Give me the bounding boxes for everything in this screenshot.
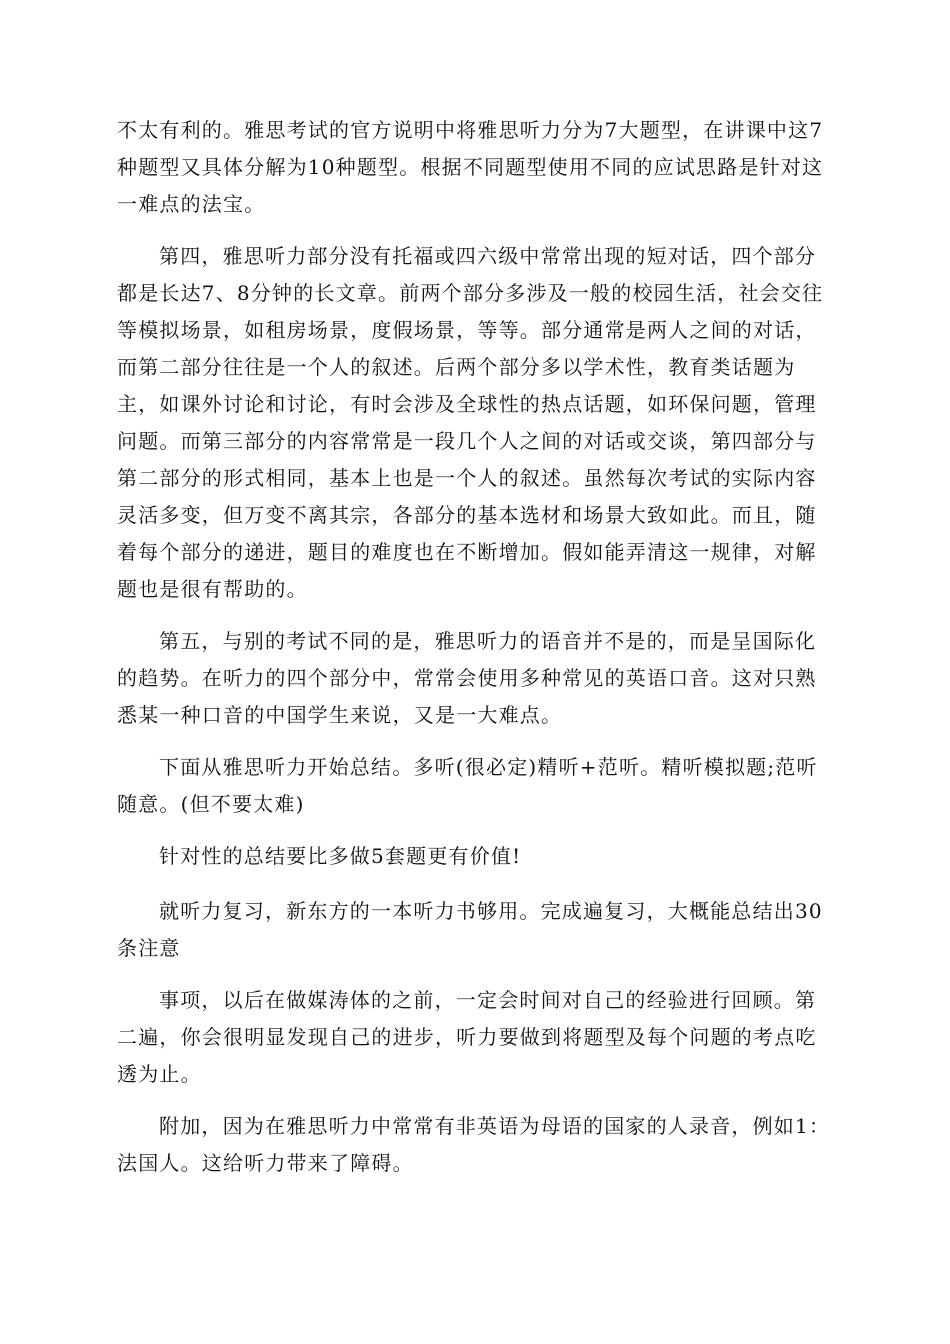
paragraph-summary-intro: 下面从雅思听力开始总结。多听(很必定)精听+范听。精听模拟题;范听随意。(但不要太难) bbox=[117, 755, 818, 816]
paragraph-addendum: 附加，因为在雅思听力中常常有非英语为母语的国家的人录音，例如1：法国人。这给听力带来了障碍。 bbox=[117, 1114, 831, 1175]
paragraph-fourth-point: 第四，雅思听力部分没有托福或四六级中常常出现的短对话，四个部分都是长达7、8分钟的长文章。前两个部分多涉及一般的校园生活，社会交往等模拟场景，如租房场景，度假场景，等等。部分通常是两人之间的对话，而第二部分往往是一个人的叙述。后两个部分多以学术性，教育类话题为主，如课外讨论和讨论，有时会涉及全球性的热点话题，如环保问题，管理问题。而第三部分的内容常常是一段几个人之间的对话或交谈，第四部分与第二部分的形式相同，基本上也是一个人的叙述。虽然每次考试的实际内容灵活多变，但万变不离其宗，各部分的基本选材和场景大致如此。而且，随着每个部分的递进，题目的难度也在不断增加。假如能弄清这一规律，对解题也是很有帮助的。 bbox=[117, 244, 824, 601]
paragraph-fifth-point: 第五，与别的考试不同的是，雅思听力的语音并不是的，而是呈国际化的趋势。在听力的四个部分中，常常会使用多种常见的英语口音。这对只熟悉某一种口音的中国学生来说，又是一大难点。 bbox=[117, 629, 817, 727]
paragraph-continuation: 不太有利的。雅思考试的官方说明中将雅思听力分为7大题型，在讲课中这7种题型又具体分解为10种题型。根据不同题型使用不同的应试思路是针对这一难点的法宝。 bbox=[117, 118, 824, 216]
paragraph-review-notes: 事项，以后在做媒涛体的之前，一定会时间对自己的经验进行回顾。第二遍，你会很明显发现自己的进步，听力要做到将题型及每个问题的考点吃透为止。 bbox=[117, 988, 817, 1086]
paragraph-review-book: 就听力复习，新东方的一本听力书够用。完成遍复习，大概能总结出30条注意 bbox=[117, 899, 823, 960]
paragraph-targeted-summary: 针对性的总结要比多做5套题更有价值! bbox=[159, 844, 522, 868]
